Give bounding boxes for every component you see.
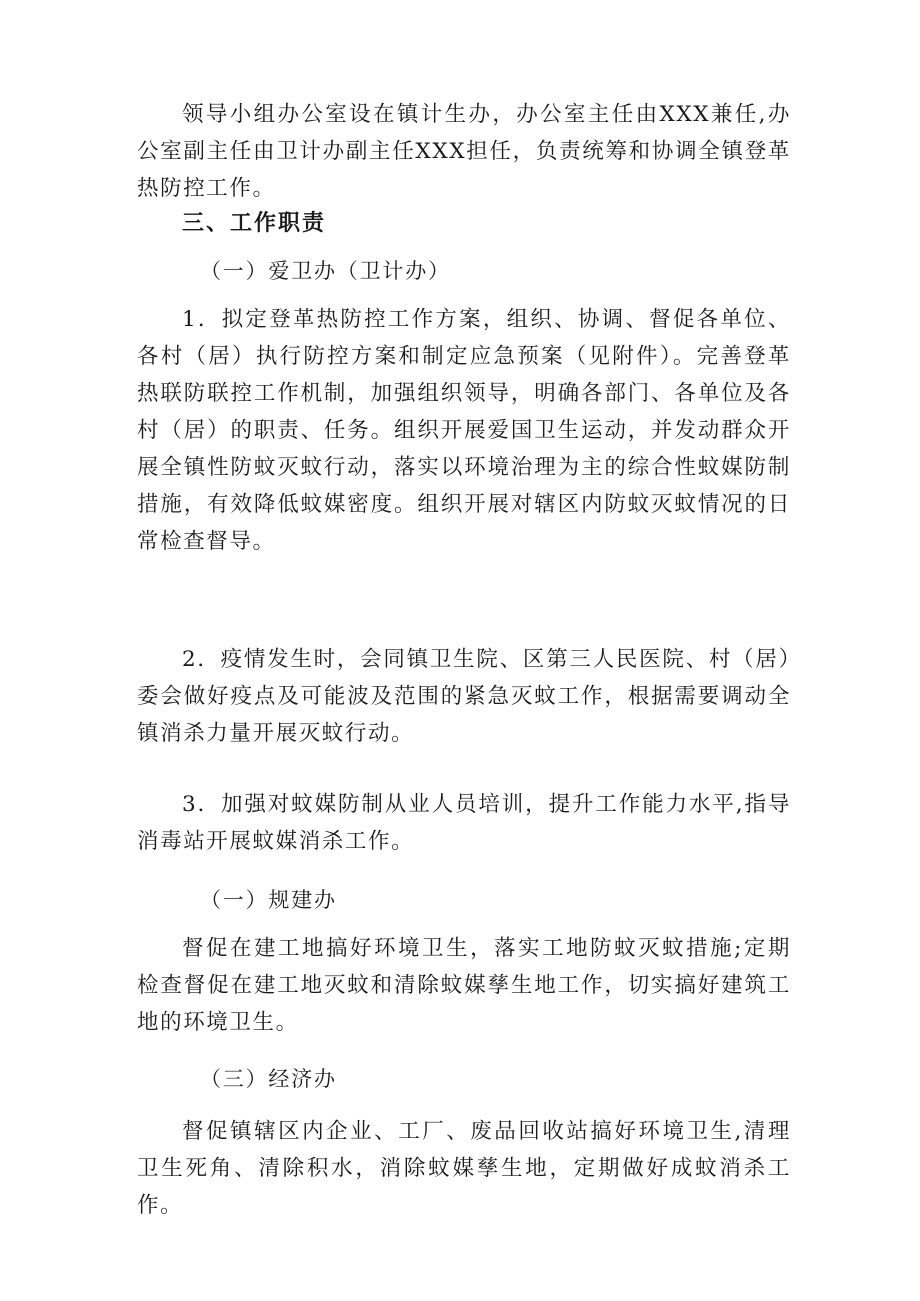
subsection-title-guijianban: （一）规建办 (200, 888, 337, 912)
paragraph-jingjiban: 督促镇辖区内企业、工厂、废品回收站搞好环境卫生,清理卫生死角、清除积水，消除蚊媒孳生地，定期做好成蚊消杀工作。 (137, 1119, 791, 1218)
paragraph-item-1: 1．拟定登革热防控工作方案，组织、协调、督促各单位、各村（居）执行防控方案和制定应急预案（见附件）。完善登革热联防联控工作机制，加强组织领导，明确各部门、各单位及各村（居）的职责、任务。组织开展爱国卫生运动，并发动群众开展全镇性防蚊灭蚊行动，落实以环境治理为主的综合性蚊媒防制措施，有效降低蚊媒密度。组织开展对辖区内防蚊灭蚊情况的日常检查督导。 (137, 307, 791, 554)
paragraph-item-3: 3．加强对蚊媒防制从业人员培训，提升工作能力水平,指导消毒站开展蚊媒消杀工作。 (137, 792, 791, 854)
subsection-title-aiweiban: （一）爱卫办（卫计办） (200, 259, 451, 283)
paragraph-office-setup: 领导小组办公室设在镇计生办，办公室主任由XXX兼任,办公室副主任由卫计办副主任XXX担任，负责统筹和协调全镇登革热防控工作。 (137, 102, 791, 201)
paragraph-guijianban: 督促在建工地搞好环境卫生，落实工地防蚊灭蚊措施;定期检查督促在建工地灭蚊和清除蚊媒孳生地工作，切实搞好建筑工地的环境卫生。 (137, 936, 791, 1035)
section-heading-responsibilities: 三、工作职责 (182, 211, 327, 236)
subsection-title-jingjiban: （三）经济办 (200, 1067, 337, 1091)
paragraph-item-2: 2．疫情发生时，会同镇卫生院、区第三人民医院、村（居）委会做好疫点及可能波及范围的紧急灭蚊工作，根据需要调动全镇消杀力量开展灭蚊行动。 (137, 647, 791, 746)
